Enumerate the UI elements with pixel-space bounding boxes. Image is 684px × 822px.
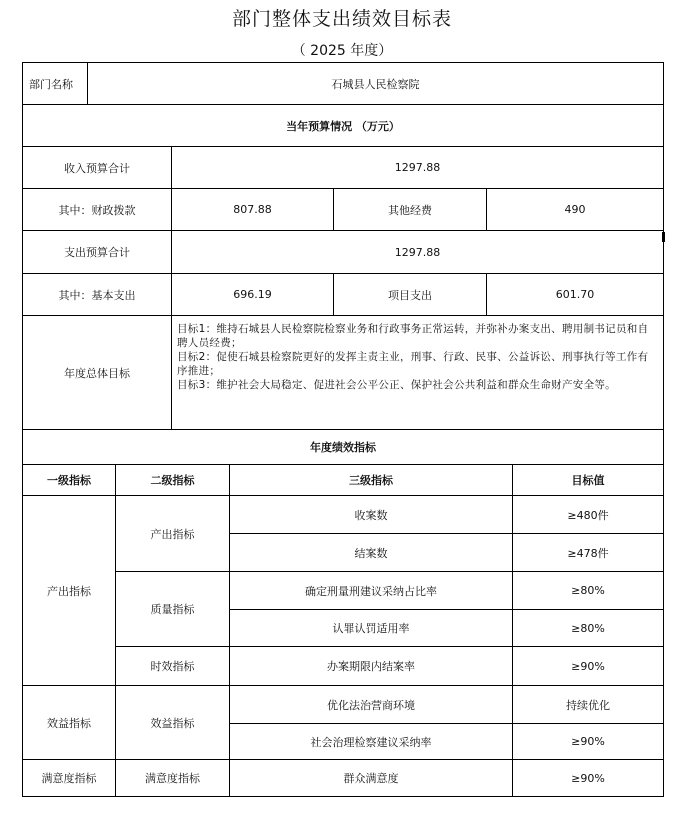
performance-section-row [22,430,664,465]
target-cell: ≥480件 [567,508,609,522]
level3-cell: 社会治理检察建议采纳率 [230,724,513,759]
header-level1: 一级指标 [23,465,116,495]
expense-total-value: 1297.88 [394,245,441,259]
dept-label: 部门名称 [23,63,88,104]
benefit-indicator-block [22,686,664,760]
performance-section-title: 年度绩效指标 [310,441,376,454]
project-value: 601.70 [555,288,595,301]
income-split-label: 其中：财政拨款 [23,189,172,230]
budget-section-title: 当年预算情况 （万元） [286,119,400,133]
dept-value: 石城县人民检察院 [331,77,420,91]
expense-split-row [22,274,664,316]
satisfaction-indicator-block [22,760,664,797]
table-row [230,610,663,646]
output-indicator-block [22,496,664,686]
expense-split-label: 其中：基本支出 [23,274,172,315]
quantity-level2: 产出指标 [116,496,230,571]
income-total-row [22,147,664,189]
other-value: 490 [564,203,586,216]
table-row [230,496,663,534]
year-subtitle: （ 2025 年度） [291,43,393,59]
header-level2: 二级指标 [116,465,230,495]
income-total-label: 收入预算合计 [23,147,172,188]
cursor-marker [662,232,665,242]
level3-cell: 收案数 [230,496,513,533]
target-cell: ≥80% [571,621,605,635]
timeliness-level2: 时效指标 [116,647,230,685]
fiscal-value: 807.88 [172,189,334,230]
goals-label: 年度总体目标 [23,316,172,429]
benefit-level1: 效益指标 [23,686,116,759]
goal-line: 目标2：促使石城县检察院更好的发挥主责主业，刑事、行政、民事、公益诉讼、刑事执行等工作有序推进； [177,351,649,377]
performance-target-table [22,62,664,797]
table-row [230,572,663,610]
budget-section-row [22,105,664,147]
income-split-row [22,189,664,231]
goal-line: 目标3：维护社会大局稳定、促进社会公平公正、保护社会公共利益和群众生命财产安全等。 [177,379,616,391]
expense-total-label: 支出预算合计 [23,231,172,273]
level3-cell: 群众满意度 [230,760,513,796]
page-title: 部门整体支出绩效目标表 [231,8,452,30]
header-level3: 三级指标 [230,465,513,495]
level3-cell: 认罪认罚适用率 [230,610,513,646]
table-row [230,534,663,571]
level3-cell: 结案数 [230,534,513,571]
goal-line: 目标1：维持石城县人民检察院检察业务和行政事务正常运转，并弥补办案支出、聘用制书记员和自聘人员经费； [177,323,649,349]
indicator-header-row [22,465,664,496]
basic-value: 696.19 [172,274,334,315]
expense-total-row [22,231,664,274]
satisfaction-level2: 满意度指标 [116,760,230,796]
table-row [230,686,663,724]
income-total-value: 1297.88 [394,161,441,174]
target-cell: ≥478件 [567,546,609,560]
benefit-level2: 效益指标 [116,686,230,759]
table-row [116,647,663,685]
project-label: 项目支出 [334,274,487,315]
output-level1: 产出指标 [23,496,116,685]
header-target: 目标值 [571,474,605,487]
dept-row [22,62,664,105]
target-cell: ≥90% [571,659,605,673]
target-cell: ≥90% [571,771,605,785]
level3-cell: 优化法治营商环境 [230,686,513,723]
target-cell: ≥90% [571,735,605,748]
goals-text [172,316,663,429]
quality-level2: 质量指标 [116,572,230,646]
level3-cell: 确定刑量刑建议采纳占比率 [230,572,513,609]
satisfaction-level1: 满意度指标 [23,760,116,796]
other-label: 其他经费 [334,189,487,230]
target-cell: ≥80% [571,584,605,597]
target-cell: 持续优化 [566,698,610,712]
table-row [230,724,663,759]
goals-row [22,316,664,430]
level3-cell: 办案期限内结案率 [230,647,513,685]
